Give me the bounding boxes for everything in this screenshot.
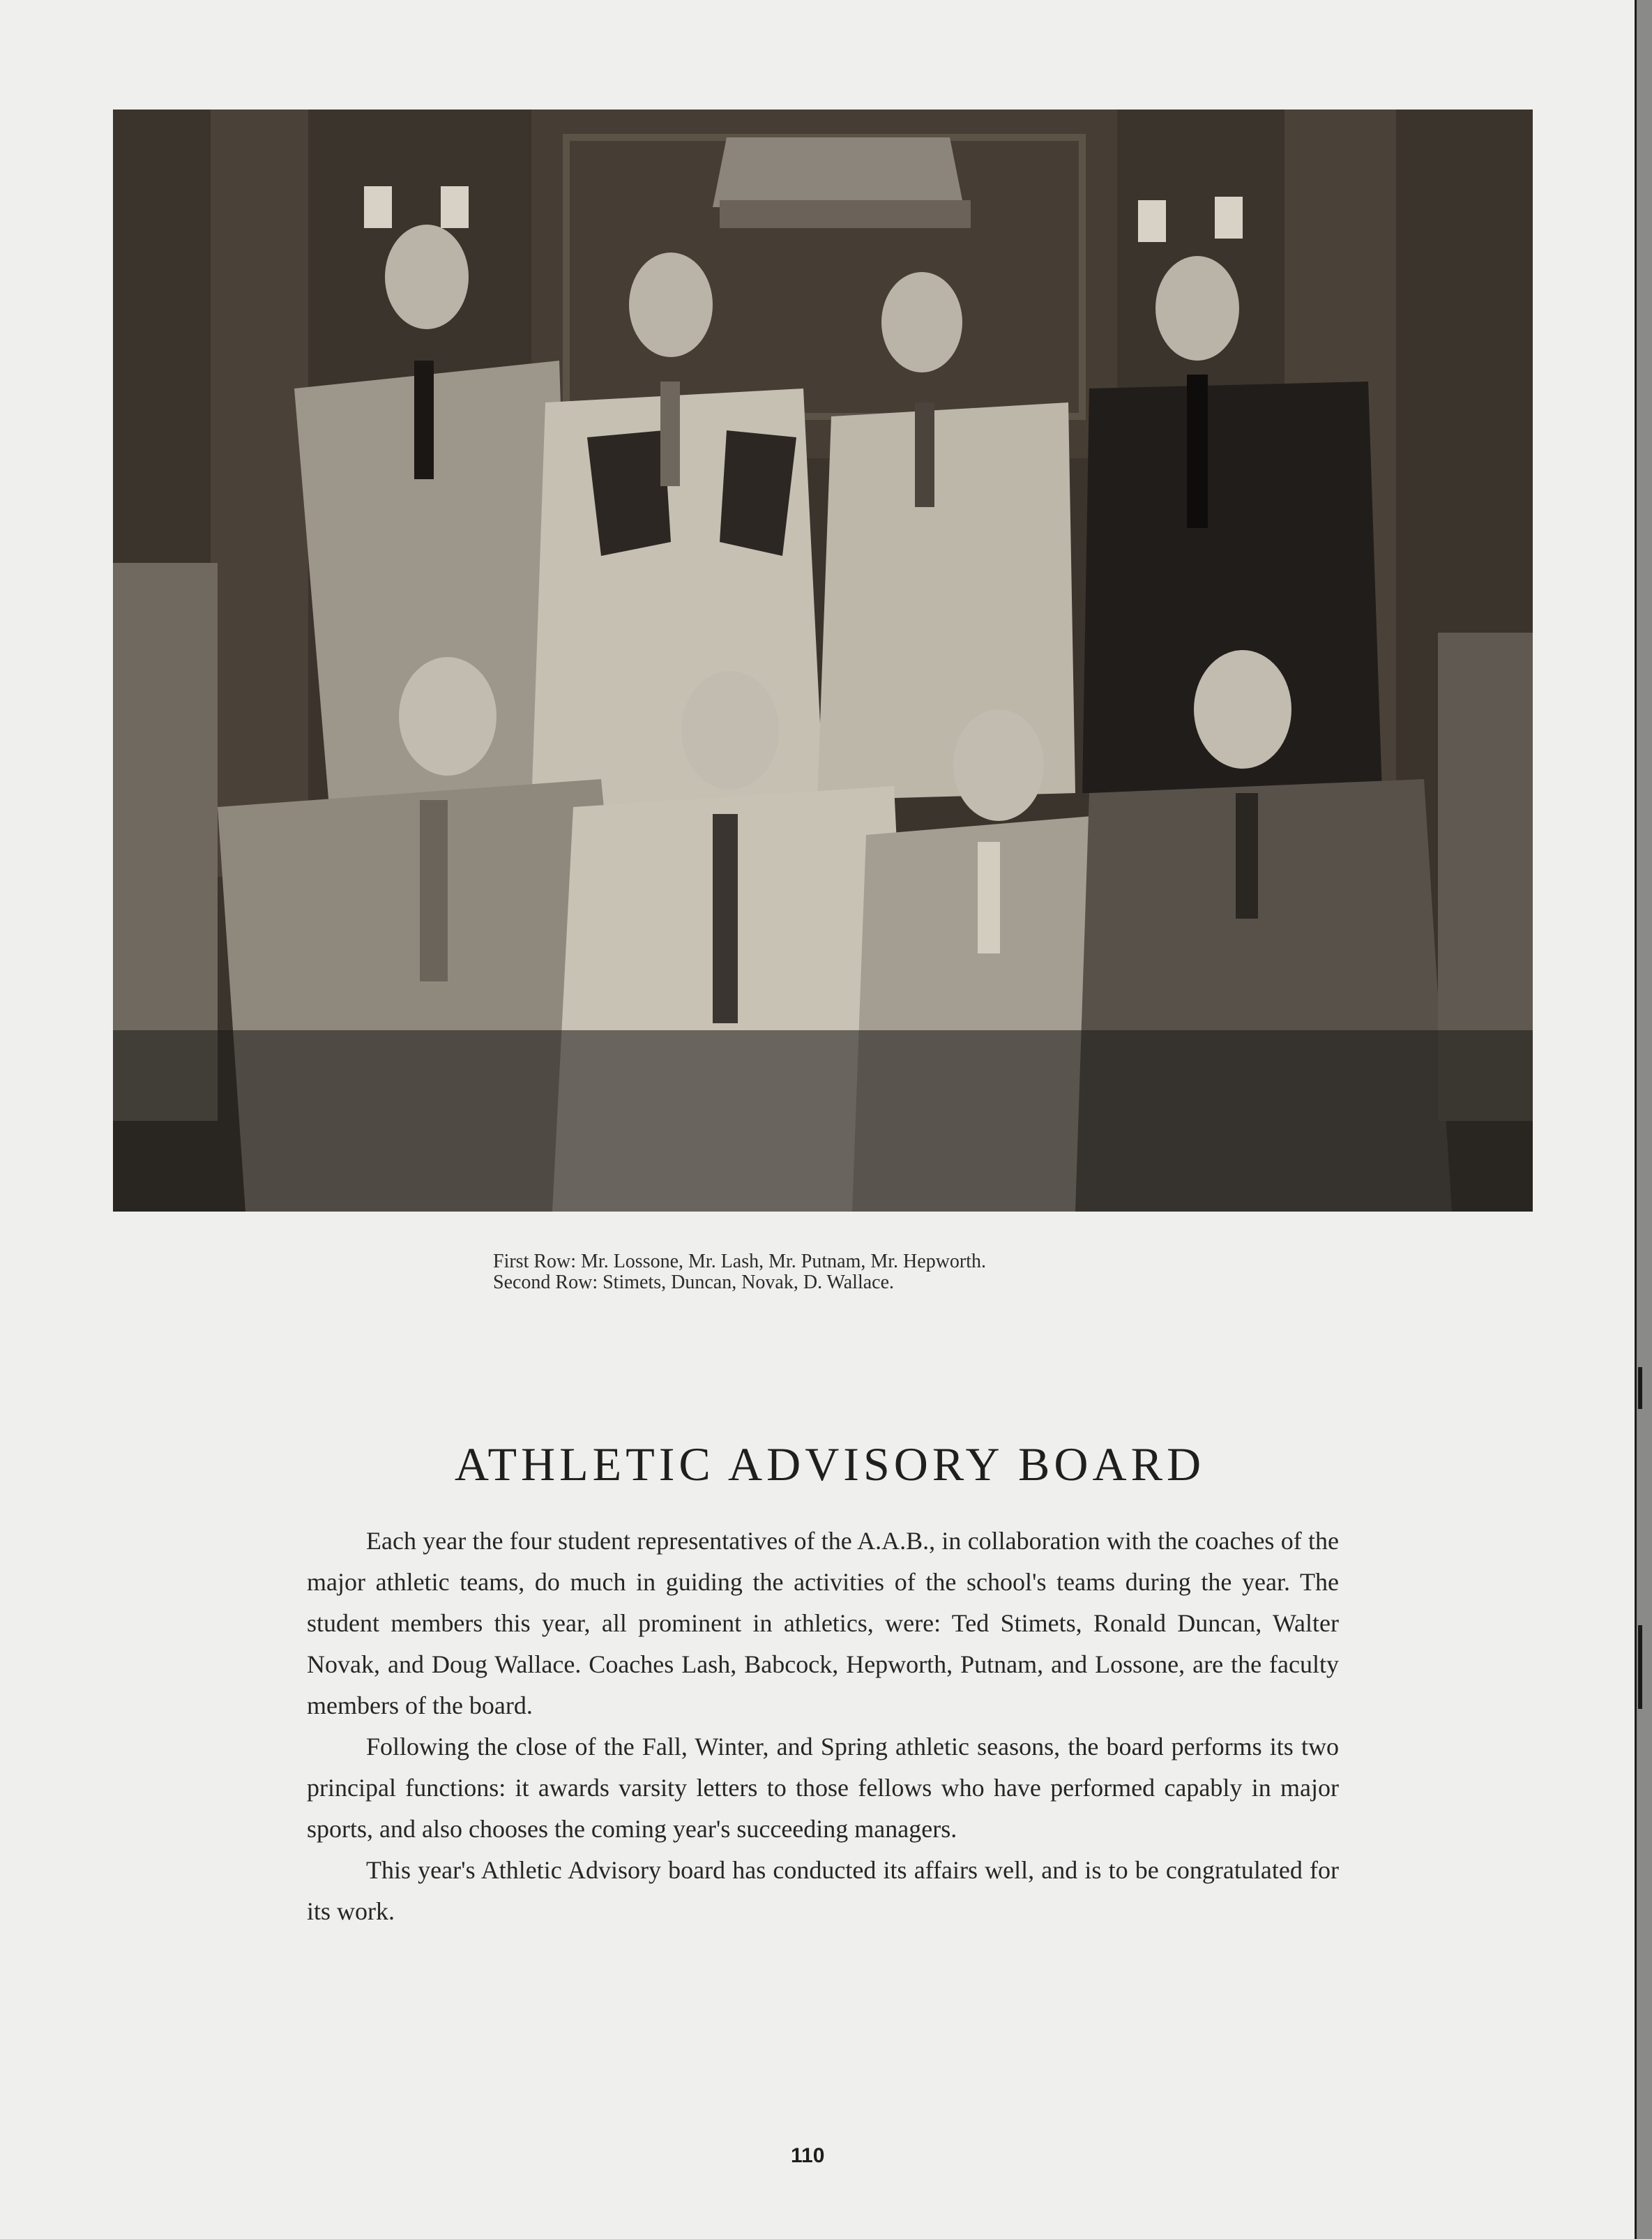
article-body [307, 1521, 1339, 1932]
page-edge-mark [1638, 1367, 1642, 1409]
group-photo [113, 110, 1533, 1212]
caption-second-row: Second Row: Stimets, Duncan, Novak, D. Wallace. [493, 1272, 895, 1293]
caption-first-row: First Row: Mr. Lossone, Mr. Lash, Mr. Putnam, Mr. Hepworth. [493, 1251, 987, 1272]
paragraph-1: Each year the four student representatives of the A.A.B., in collaboration with the coaches of the major athletic teams, do much in guiding the activities of the school's teams during the year. The student members this year, all prominent in athletics, were: Ted Stimets, Ronald Duncan, Walter Novak, and Doug Wallace. Coaches Lash, Babcock, Hepworth, Putnam, and Lossone, are the faculty members of the board. [307, 1527, 1339, 1719]
page-number: 110 [791, 2144, 825, 2167]
page-edge-mark [1638, 1625, 1642, 1709]
page-title: ATHLETIC ADVISORY BOARD [454, 1438, 1206, 1491]
paragraph-3: This year's Athletic Advisory board has conducted its affairs well, and is to be congratulated for its work. [307, 1856, 1339, 1925]
photo-caption [493, 1251, 1260, 1293]
group-photo-icon [113, 110, 1533, 1212]
paragraph-2: Following the close of the Fall, Winter, and Spring athletic seasons, the board performs its two principal functions: it awards varsity letters to those fellows who have performed capably in major sports, and also chooses the coming year's succeeding managers. [307, 1733, 1339, 1843]
